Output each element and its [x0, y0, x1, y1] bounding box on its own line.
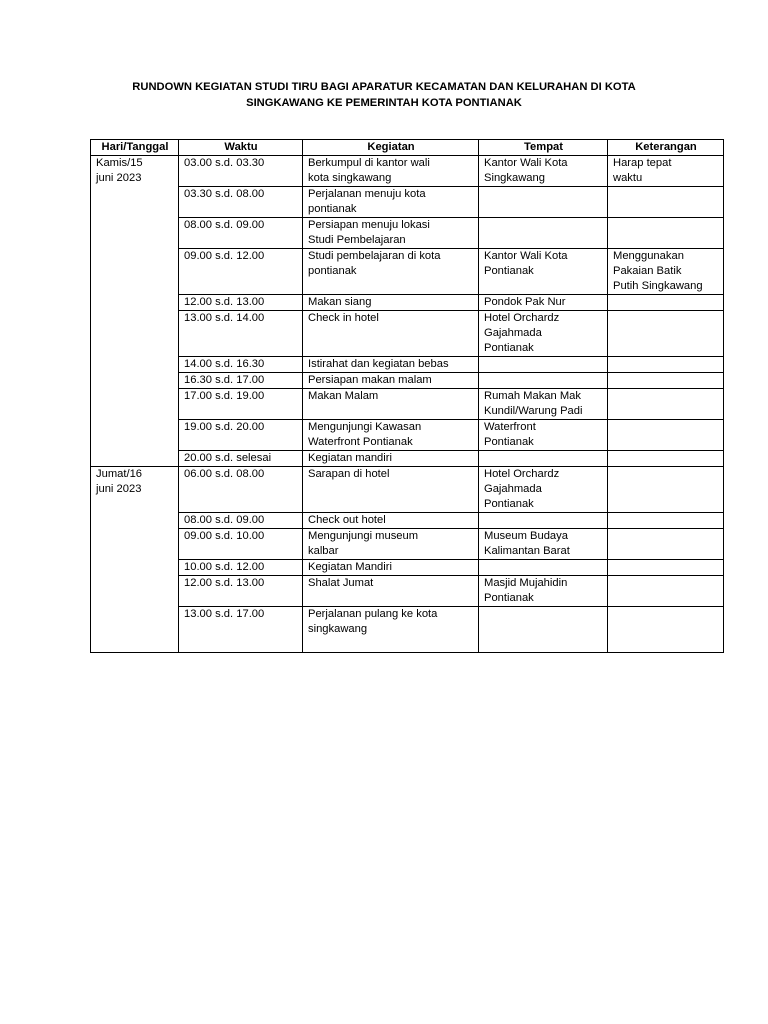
activity-cell [303, 560, 479, 576]
activity-cell [303, 373, 479, 389]
header-waktu: Waktu [179, 140, 303, 156]
note-cell-text: Harap tepat waktu [613, 157, 672, 184]
note-cell [608, 389, 724, 420]
table-header-row [91, 140, 724, 156]
activity-cell-text: Check in hotel [308, 312, 379, 324]
time-cell [179, 249, 303, 295]
day-label: Kamis/15 juni 2023 [96, 157, 143, 184]
activity-cell [303, 607, 479, 653]
time-cell-text: 13.00 s.d. 14.00 [184, 312, 265, 324]
time-cell-text: 03.00 s.d. 03.30 [184, 157, 265, 169]
place-cell [479, 576, 608, 607]
header-hari-tanggal: Hari/Tanggal [91, 140, 179, 156]
place-cell [479, 389, 608, 420]
table-row [91, 451, 724, 467]
table-row [91, 513, 724, 529]
time-cell-text: 03.30 s.d. 08.00 [184, 188, 265, 200]
time-cell [179, 576, 303, 607]
header-keterangan: Keterangan [608, 140, 724, 156]
time-cell-text: 09.00 s.d. 10.00 [184, 530, 265, 542]
header-kegiatan: Kegiatan [303, 140, 479, 156]
activity-cell-text: Shalat Jumat [308, 577, 374, 589]
document-title-line-2: SINGKAWANG KE PEMERINTAH KOTA PONTIANAK [246, 97, 522, 109]
place-cell [479, 187, 608, 218]
activity-cell-text: Makan Malam [308, 390, 379, 402]
place-cell-text: Hotel Orchardz Gajahmada Pontianak [484, 468, 560, 510]
activity-cell [303, 295, 479, 311]
activity-cell-text: Berkumpul di kantor wali kota singkawang [308, 157, 430, 184]
table-row [91, 357, 724, 373]
note-cell [608, 311, 724, 357]
place-cell [479, 373, 608, 389]
document-title [90, 79, 678, 111]
activity-cell [303, 389, 479, 420]
place-cell-text: Waterfront Pontianak [484, 421, 536, 448]
time-cell [179, 529, 303, 560]
table-row [91, 156, 724, 187]
place-cell-text: Pondok Pak Nur [484, 296, 566, 308]
table-row [91, 249, 724, 295]
note-cell [608, 249, 724, 295]
time-cell-text: 13.00 s.d. 17.00 [184, 608, 265, 620]
schedule-table-body [91, 156, 724, 653]
time-cell-text: 19.00 s.d. 20.00 [184, 421, 265, 433]
place-cell-text: Kantor Wali Kota Pontianak [484, 250, 568, 277]
note-cell [608, 357, 724, 373]
note-cell [608, 420, 724, 451]
activity-cell-text: Kegiatan mandiri [308, 452, 392, 464]
activity-cell [303, 311, 479, 357]
activity-cell [303, 576, 479, 607]
table-row [91, 607, 724, 653]
activity-cell-text: Istirahat dan kegiatan bebas [308, 358, 449, 370]
day-cell [91, 156, 179, 467]
time-cell [179, 513, 303, 529]
note-cell [608, 373, 724, 389]
activity-cell-text: Perjalanan menuju kota pontianak [308, 188, 426, 215]
time-cell-text: 20.00 s.d. selesai [184, 452, 272, 464]
note-cell [608, 156, 724, 187]
activity-cell [303, 529, 479, 560]
note-cell [608, 467, 724, 513]
time-cell [179, 357, 303, 373]
time-cell-text: 08.00 s.d. 09.00 [184, 514, 265, 526]
table-row [91, 389, 724, 420]
note-cell [608, 295, 724, 311]
time-cell [179, 156, 303, 187]
activity-cell-text: Mengunjungi museum kalbar [308, 530, 419, 557]
place-cell-text: Kantor Wali Kota Singkawang [484, 157, 568, 184]
time-cell [179, 389, 303, 420]
table-row [91, 420, 724, 451]
place-cell [479, 295, 608, 311]
place-cell [479, 560, 608, 576]
table-row [91, 295, 724, 311]
place-cell [479, 420, 608, 451]
time-cell-text: 17.00 s.d. 19.00 [184, 390, 265, 402]
place-cell [479, 529, 608, 560]
time-cell [179, 295, 303, 311]
note-cell [608, 607, 724, 653]
activity-cell-text: Makan siang [308, 296, 372, 308]
activity-cell [303, 156, 479, 187]
note-cell [608, 187, 724, 218]
time-cell-text: 09.00 s.d. 12.00 [184, 250, 265, 262]
time-cell-text: 14.00 s.d. 16.30 [184, 358, 265, 370]
table-row [91, 467, 724, 513]
note-cell-text: Menggunakan Pakaian Batik Putih Singkawang [613, 250, 703, 292]
place-cell [479, 156, 608, 187]
time-cell [179, 607, 303, 653]
time-cell-text: 06.00 s.d. 08.00 [184, 468, 265, 480]
time-cell-text: 10.00 s.d. 12.00 [184, 561, 265, 573]
activity-cell [303, 451, 479, 467]
activity-cell-text: Studi pembelajaran di kota pontianak [308, 250, 441, 277]
day-label: Jumat/16 juni 2023 [96, 468, 143, 495]
time-cell-text: 16.30 s.d. 17.00 [184, 374, 265, 386]
place-cell [479, 467, 608, 513]
table-row [91, 560, 724, 576]
place-cell [479, 607, 608, 653]
activity-cell-text: Sarapan di hotel [308, 468, 390, 480]
time-cell [179, 373, 303, 389]
activity-cell [303, 357, 479, 373]
place-cell-text: Masjid Mujahidin Pontianak [484, 577, 568, 604]
time-cell [179, 451, 303, 467]
table-row [91, 373, 724, 389]
time-cell-text: 08.00 s.d. 09.00 [184, 219, 265, 231]
place-cell [479, 249, 608, 295]
place-cell [479, 513, 608, 529]
note-cell [608, 576, 724, 607]
activity-cell-text: Check out hotel [308, 514, 386, 526]
activity-cell-text: Persiapan makan malam [308, 374, 432, 386]
activity-cell [303, 420, 479, 451]
activity-cell [303, 467, 479, 513]
time-cell [179, 560, 303, 576]
note-cell [608, 560, 724, 576]
time-cell-text: 12.00 s.d. 13.00 [184, 296, 265, 308]
activity-cell [303, 249, 479, 295]
activity-cell [303, 513, 479, 529]
activity-cell-text: Mengunjungi Kawasan Waterfront Pontianak [308, 421, 422, 448]
activity-cell-text: Kegiatan Mandiri [308, 561, 392, 573]
schedule-table [90, 139, 724, 653]
place-cell [479, 218, 608, 249]
note-cell [608, 451, 724, 467]
time-cell [179, 311, 303, 357]
place-cell-text: Rumah Makan Mak Kundil/Warung Padi [484, 390, 583, 417]
document-title-line-1: RUNDOWN KEGIATAN STUDI TIRU BAGI APARATUR KECAMATAN DAN KELURAHAN DI KOTA [132, 81, 636, 93]
note-cell [608, 513, 724, 529]
table-row [91, 311, 724, 357]
time-cell [179, 467, 303, 513]
activity-cell-text: Persiapan menuju lokasi Studi Pembelajaran [308, 219, 430, 246]
note-cell [608, 218, 724, 249]
table-row [91, 576, 724, 607]
table-row [91, 187, 724, 218]
activity-cell [303, 218, 479, 249]
table-row [91, 529, 724, 560]
header-tempat: Tempat [479, 140, 608, 156]
place-cell [479, 311, 608, 357]
note-cell [608, 529, 724, 560]
time-cell [179, 187, 303, 218]
activity-cell-text: Perjalanan pulang ke kota singkawang [308, 608, 438, 635]
place-cell-text: Museum Budaya Kalimantan Barat [484, 530, 570, 557]
place-cell [479, 357, 608, 373]
activity-cell [303, 187, 479, 218]
day-cell [91, 467, 179, 653]
time-cell-text: 12.00 s.d. 13.00 [184, 577, 265, 589]
place-cell-text: Hotel Orchardz Gajahmada Pontianak [484, 312, 560, 354]
time-cell [179, 218, 303, 249]
place-cell [479, 451, 608, 467]
time-cell [179, 420, 303, 451]
table-row [91, 218, 724, 249]
